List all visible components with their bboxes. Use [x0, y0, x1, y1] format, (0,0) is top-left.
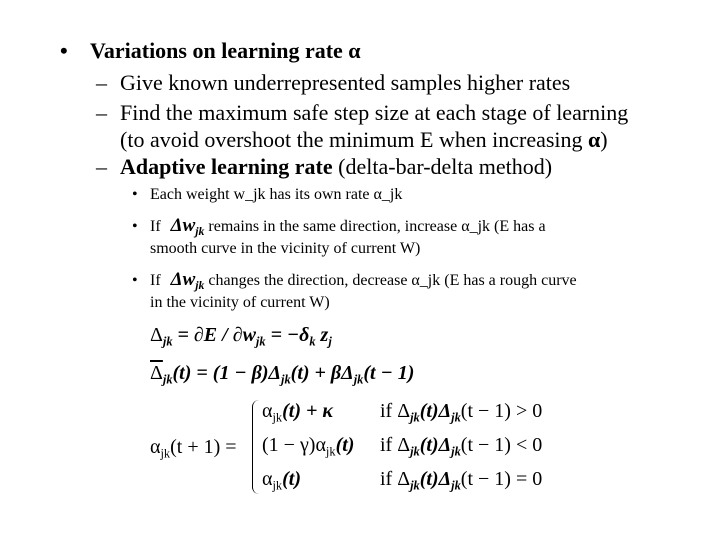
- item-text: (to avoid overshoot the minimum E when increasing: [120, 127, 583, 152]
- piecewise-brace: [252, 400, 259, 494]
- close-paren: ): [600, 127, 608, 152]
- bullet: •: [60, 38, 68, 63]
- sub-item-decrease: [132, 269, 577, 293]
- item-text: Find the maximum safe step size at each stage of learning: [120, 100, 629, 125]
- item-underrepresented: [96, 70, 570, 96]
- sub-prefix: If: [150, 218, 161, 235]
- equation-gradient: $\Delta_{jk} = \partial E / \partial w_{jk} = -\delta_k$ $z_j$: [150, 324, 332, 349]
- item-safe-step-cont: [120, 127, 608, 153]
- sub-suffix: remains in the same direction, increase α_jk (E has a: [208, 218, 546, 235]
- delta-w-symbol: $\Delta w_{jk}$: [170, 215, 205, 239]
- adaptive-bold: Adaptive learning rate: [120, 154, 333, 179]
- heading-text: Variations on learning rate: [90, 38, 343, 63]
- bullet: •: [132, 218, 138, 235]
- case-1-expr: $\alpha_{jk}(t) + \kappa$: [262, 400, 333, 425]
- equation-alpha-lhs: $\alpha_{jk}(t + 1)$ =: [150, 436, 237, 461]
- sub-prefix: If: [150, 272, 161, 289]
- sub-item-increase-cont: smooth curve in the vicinity of current W): [150, 240, 421, 257]
- sub-suffix: changes the direction, decrease α_jk (E has a rough curve: [208, 272, 577, 289]
- dash: –: [96, 70, 107, 95]
- equation-delta-bar: $\overline{\Delta}_{jk}(t) = (1 - \beta)\Delta_{jk}(t) + \beta\Delta_{jk}(t - 1)$: [150, 362, 415, 387]
- sub-item-own-rate: [132, 186, 402, 204]
- alpha-symbol: α: [348, 38, 361, 63]
- item-text: Give known underrepresented samples higher rates: [120, 70, 571, 95]
- alpha-symbol: α: [588, 127, 601, 152]
- sub-item-increase: [132, 215, 546, 239]
- dash: –: [96, 154, 107, 179]
- bullet: •: [132, 272, 138, 289]
- delta-w-symbol: $\Delta w_{jk}$: [170, 269, 205, 293]
- case-1-condition: if $\Delta_{jk}(t)\Delta_{jk}(t - 1) > 0$: [380, 400, 543, 425]
- case-3-condition: if $\Delta_{jk}(t)\Delta_{jk}(t - 1) = 0$: [380, 468, 543, 493]
- case-2-expr: $(1 - \gamma)\alpha_{jk}(t)$: [262, 434, 355, 459]
- dash: –: [96, 100, 107, 125]
- bullet: •: [132, 186, 138, 203]
- sub-item-decrease-cont: in the vicinity of current W): [150, 294, 330, 311]
- heading-line: [60, 38, 361, 64]
- item-adaptive: [96, 154, 552, 180]
- item-safe-step: [96, 100, 628, 126]
- case-2-condition: if $\Delta_{jk}(t)\Delta_{jk}(t - 1) < 0$: [380, 434, 543, 459]
- case-3-expr: $\alpha_{jk}(t)$: [262, 468, 302, 493]
- adaptive-rest: (delta-bar-delta method): [332, 154, 553, 179]
- sub-text: Each weight w_jk has its own rate α_jk: [150, 186, 403, 203]
